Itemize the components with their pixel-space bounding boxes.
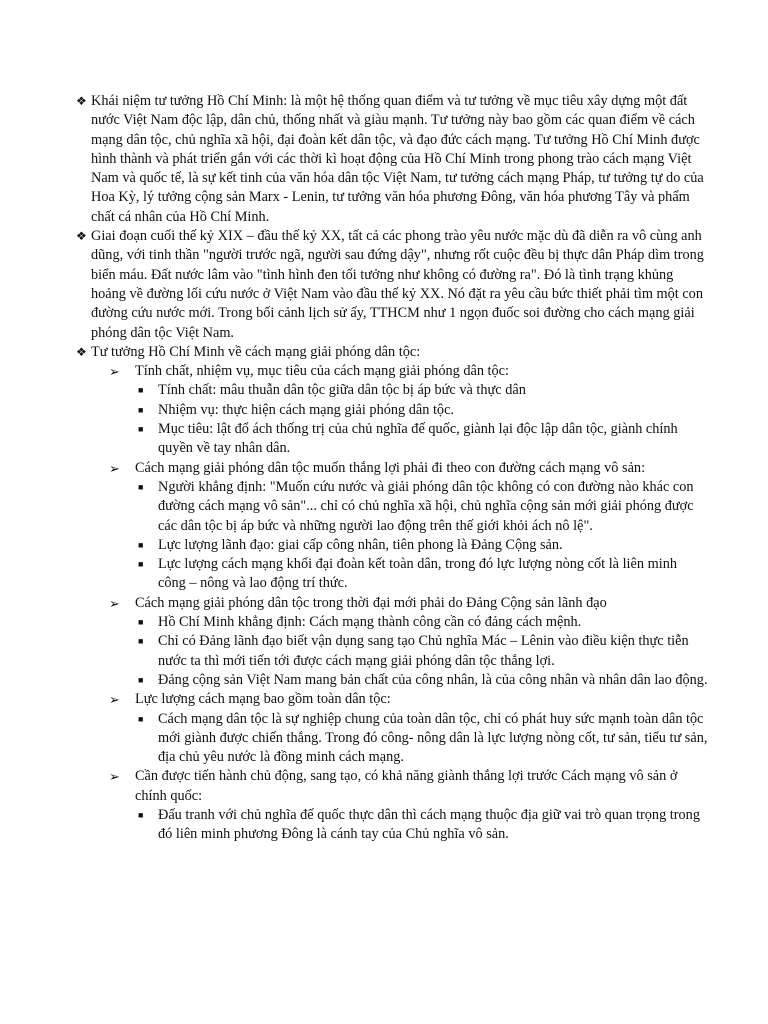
point-text: Lực lượng lãnh đạo: giai cấp công nhân, tiên phong là Đảng Cộng sản. <box>158 536 563 553</box>
square-bullet-icon: ■ <box>138 559 144 570</box>
arrow-bullet-icon: ➢ <box>109 364 120 380</box>
point-text: Đảng cộng sản Việt Nam mang bản chất của công nhân, là của công nhân và nhân dân lao động. <box>158 671 708 688</box>
square-bullet-icon: ■ <box>138 674 144 685</box>
bullet-item-ideology <box>76 343 708 362</box>
arrow-bullet-icon: ➢ <box>109 595 120 611</box>
paragraph-text: Khái niệm tư tưởng Hồ Chí Minh: là một hệ thống quan điểm và tư tưởng về mục tiêu xây dựng một đất nước Việt Nam độc lập, dân chủ, thống nhất và giàu mạnh. Tư tưởng này bao gồm các quan điểm về cách mạng dân tộc, chủ nghĩa xã hội, đại đoàn kết dân tộc, và đạo đức cách mạng. Tư tưởng Hồ Chí Minh được hình thành và phát triển gắn với các thời kì hoạt động của Hồ Chí Minh trong phong trào cách mạng Việt Nam và quốc tế, là sự kết tinh của văn hóa dân tộc Việt Nam, tư tưởng cách mạng Pháp, tư tưởng tự do của Hoa Kỳ, lý tưởng cộng sản Marx - Lenin, tư tưởng văn hóa phương Đông, văn hóa phương Tây và phẩm chất cá nhân của Hồ Chí Minh. <box>91 93 704 225</box>
point-item <box>76 420 708 459</box>
point-text: Tính chất: mâu thuẫn dân tộc giữa dân tộc bị áp bức và thực dân <box>158 382 526 399</box>
point-text: Lực lượng cách mạng khối đại đoàn kết toàn dân, trong đó lực lượng nòng cốt là liên minh công – nông và lao động trí thức. <box>158 556 677 592</box>
point-text: Chỉ có Đảng lãnh đạo biết vận dụng sang tạo Chủ nghĩa Mác – Lênin vào điều kiện thực tiễn nước ta thì mới tiến tới được cách mạng giải phóng dân tộc thắng lợi. <box>158 633 689 669</box>
arrow-bullet-icon: ➢ <box>109 769 120 785</box>
point-text: Đấu tranh với chủ nghĩa đế quốc thực dân thì cách mạng thuộc địa giữ vai trò quan trọng trong đó liên minh phương Đông là cánh tay của Chủ nghĩa vô sản. <box>158 806 700 843</box>
sub-heading-text: Cần được tiến hành chủ động, sang tạo, có khả năng giành thắng lợi trước Cách mạng vô sản ở chính quốc: <box>135 768 678 804</box>
bullet-item-concept <box>76 92 708 227</box>
arrow-bullet-icon: ➢ <box>109 692 120 708</box>
sub-heading-item <box>76 594 708 613</box>
point-text: Người khẳng định: "Muốn cứu nước và giải phóng dân tộc không có con đường nào khác con đường cách mạng vô sản"... chỉ có chủ nghĩa xã hội, chủ nghĩa cộng sản mới giải phóng được các dân tộc bị áp bức và những người lao động trên thế giới khỏi ách nô lệ". <box>158 478 694 534</box>
sub-heading-item <box>76 690 708 709</box>
point-item <box>76 632 708 671</box>
arrow-bullet-icon: ➢ <box>109 460 120 476</box>
point-item <box>76 613 708 632</box>
sub-heading-text: Tính chất, nhiệm vụ, mục tiêu của cách mạng giải phóng dân tộc: <box>135 363 509 380</box>
point-item <box>76 478 708 536</box>
point-text: Cách mạng dân tộc là sự nghiệp chung của toàn dân tộc, chỉ có phát huy sức mạnh toàn dân tộc mới giành được chiến thắng. Trong đó công- nông dân là lực lượng nòng cốt, tư sản, tiểu tư sản, địa chủ yêu nước là đồng minh cách mạng. <box>158 710 708 766</box>
bullet-item-context <box>76 227 708 343</box>
sub-heading-text: Lực lượng cách mạng bao gồm toàn dân tộc: <box>135 691 391 708</box>
point-text: Nhiệm vụ: thực hiện cách mạng giải phóng dân tộc. <box>158 401 454 418</box>
point-item <box>76 710 708 768</box>
square-bullet-icon: ■ <box>138 404 144 415</box>
diamond-bullet-icon: ❖ <box>76 94 87 108</box>
sub-heading-item <box>76 767 708 806</box>
point-item <box>76 806 708 845</box>
square-bullet-icon: ■ <box>138 636 144 647</box>
sub-heading-item <box>76 459 708 478</box>
square-bullet-icon: ■ <box>138 385 144 396</box>
square-bullet-icon: ■ <box>138 809 144 820</box>
square-bullet-icon: ■ <box>138 481 144 492</box>
square-bullet-icon: ■ <box>138 424 144 435</box>
point-item <box>76 555 708 594</box>
point-item <box>76 381 708 400</box>
square-bullet-icon: ■ <box>138 617 144 628</box>
sub-heading-text: Cách mạng giải phóng dân tộc trong thời đại mới phải do Đảng Cộng sản lãnh đạo <box>135 594 607 611</box>
point-text: Hồ Chí Minh khẳng định: Cách mạng thành công cần có đảng cách mệnh. <box>158 614 582 631</box>
diamond-bullet-icon: ❖ <box>76 344 87 359</box>
square-bullet-icon: ■ <box>138 713 144 724</box>
point-item <box>76 401 708 420</box>
square-bullet-icon: ■ <box>138 539 144 550</box>
point-item <box>76 536 708 555</box>
sub-heading-text: Cách mạng giải phóng dân tộc muốn thắng lợi phải đi theo con đường cách mạng vô sản: <box>135 459 646 476</box>
sub-heading-item <box>76 362 708 381</box>
paragraph-text: Tư tưởng Hồ Chí Minh về cách mạng giải phóng dân tộc: <box>91 343 421 360</box>
point-text: Mục tiêu: lật đổ ách thống trị của chủ nghĩa đế quốc, giành lại độc lập dân tộc, giành chính quyền về tay nhân dân. <box>158 421 678 457</box>
paragraph-text: Giai đoạn cuối thế kỷ XIX – đầu thế kỷ XX, tất cả các phong trào yêu nước mặc dù đã diễn ra vô cùng anh dũng, với tinh thần "người trước ngã, người sau đứng dậy", nhưng rốt cuộc đều bị thực dân Pháp dìm trong biển máu. Đất nước lâm vào "tình hình đen tối tưởng như không có đường ra". Đó là tình trạng khủng hoảng về đường lối cứu nước ở Việt Nam vào đầu thế kỷ XX. Nó đặt ra yêu cầu bức thiết phải tìm một con đường cứu nước mới. Trong bối cảnh lịch sử ấy, TTHCM như 1 ngọn đuốc soi đường cho cách mạng giải phóng dân tộc Việt Nam. <box>91 228 704 341</box>
point-item <box>76 671 708 690</box>
diamond-bullet-icon: ❖ <box>76 229 87 244</box>
